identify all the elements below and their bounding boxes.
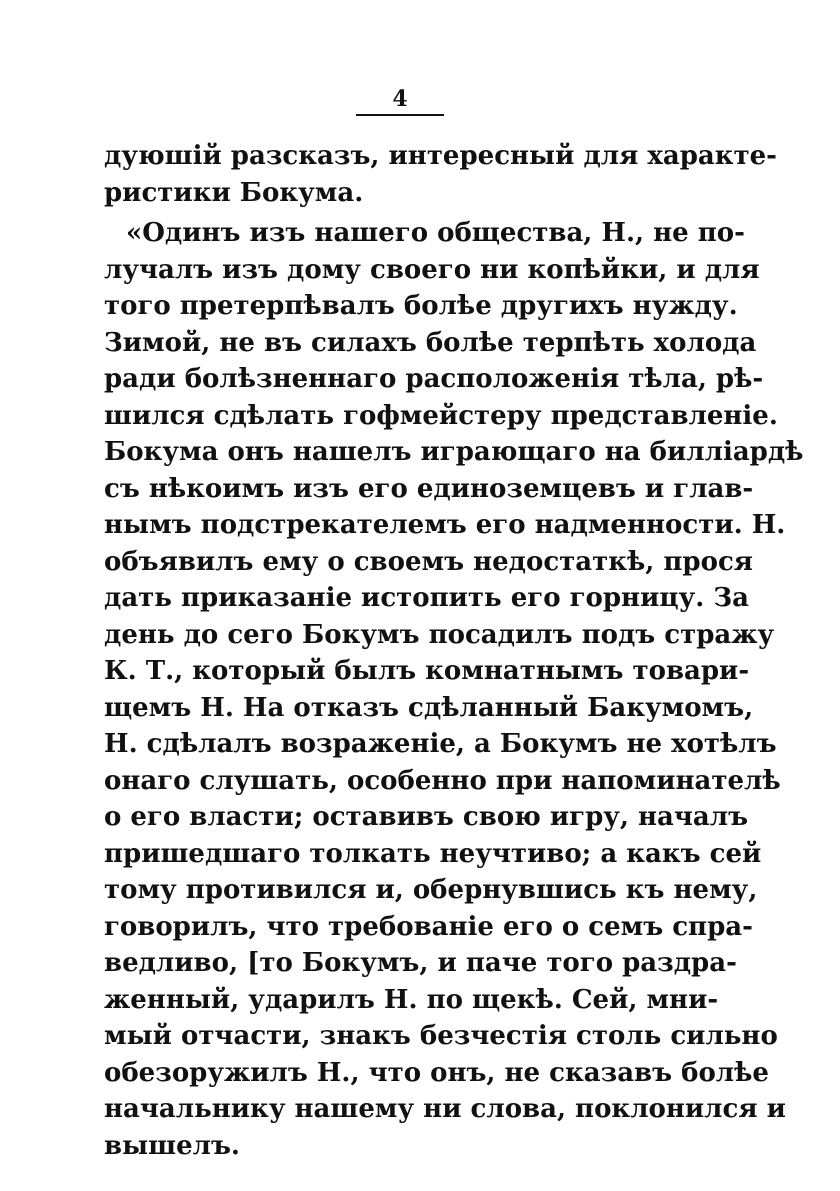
text-line: съ нѣкоимъ изъ его единоземцевъ и глав- xyxy=(104,473,754,504)
text-line: говорилъ, что требованіе его о семъ спра- xyxy=(104,911,753,942)
text-line: щемъ Н. На отказъ сдѣланный Бакумомъ, xyxy=(104,692,754,723)
text-line: мый отчасти, знакъ безчестія столь сильно xyxy=(104,1021,778,1051)
page-number-rule xyxy=(356,114,444,116)
text-line: о его власти; оставивъ свою игру, началъ xyxy=(104,802,749,832)
text-line: ради болѣзненнаго расположенія тѣла, рѣ- xyxy=(104,364,764,394)
text-line: ведливо, [то Бокумъ, и паче того раздра- xyxy=(104,948,737,978)
text-line: нымъ подстрекателемъ его надменности. Н. xyxy=(104,510,786,540)
text-line: начальнику нашему ни слова, поклонился и xyxy=(104,1094,786,1124)
text-line: объявилъ ему о своемъ недостаткѣ, прося xyxy=(104,546,753,577)
text-line: Бокума онъ нашелъ играющаго на билліардѣ xyxy=(104,437,804,467)
text-line: вышелъ. xyxy=(104,1130,240,1161)
paragraph xyxy=(104,215,804,1164)
text-line: лучалъ изъ дому своего ни копѣйки, и для xyxy=(104,254,760,285)
text-line: пришедшаго толкать неучтиво; а какъ сей xyxy=(104,838,762,869)
text-line: ристики Бокума. xyxy=(104,177,364,208)
text-line: женный, ударилъ Н. по щекѣ. Сей, мни- xyxy=(104,984,719,1015)
text-line: день до сего Бокумъ посадилъ подъ стражу xyxy=(104,619,775,650)
text-line: тому противился и, обернувшись къ нему, xyxy=(104,875,758,905)
text-line: обезоружилъ Н., что онъ, не сказавъ болѣе xyxy=(104,1057,769,1088)
paragraph xyxy=(104,138,777,211)
text-line: «Одинъ изъ нашего общества, Н., не по- xyxy=(126,218,745,248)
page-header xyxy=(356,86,444,116)
text-line: Н. сдѣлалъ возраженіе, а Бокумъ не хотѣлъ xyxy=(104,729,777,759)
text-line: К. Т., который былъ комнатнымъ товари- xyxy=(104,656,750,686)
text-line: дуюшій разсказъ, интересный для характе- xyxy=(104,141,777,171)
text-line: Зимой, не въ силахъ болѣе терпѣть холода xyxy=(104,327,757,358)
page-number: 4 xyxy=(392,86,408,112)
body-text xyxy=(104,138,804,1164)
text-line: онаго слушать, особенно при напоминателѣ xyxy=(104,765,781,796)
text-line: шился сдѣлать гофмейстеру представленіе. xyxy=(104,400,778,431)
text-line: того претерпѣвалъ болѣе другихъ нужду. xyxy=(104,291,738,321)
text-line: дать приказаніе истопить его горницу. За xyxy=(104,583,749,613)
